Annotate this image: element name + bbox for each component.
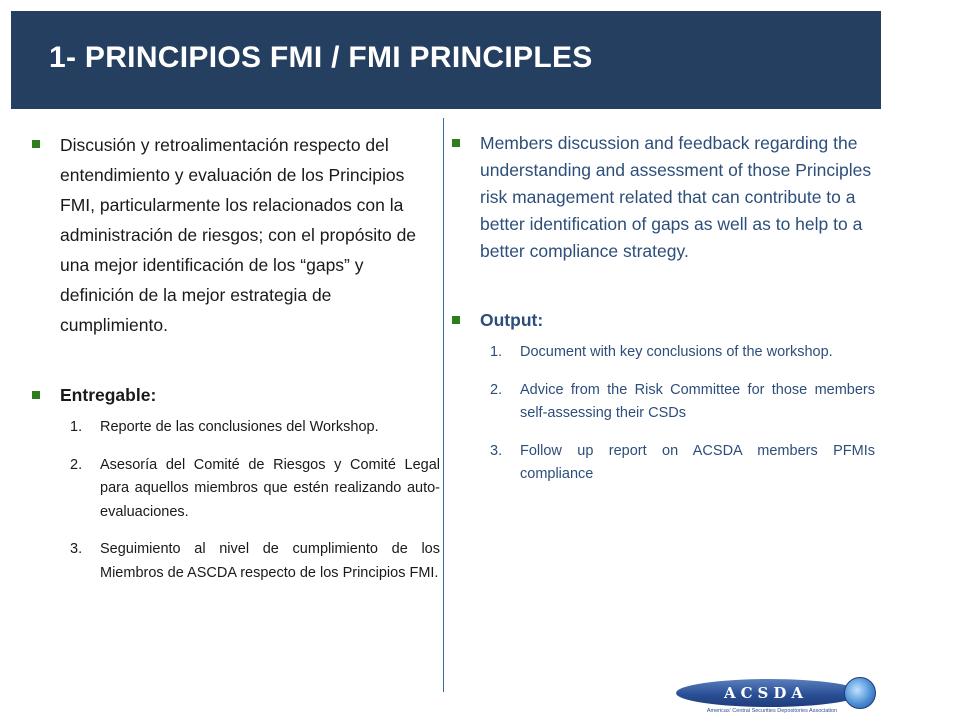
spanish-description-text: Discusión y retroalimentación respecto del entendimiento y evaluación de los Principios FMI, particularmente los relacionados con la administración de riesgos; con el propósito de una mejor identificación de los “gaps” y definición de la mejor estrategia de cumplimiento. [60,135,417,335]
logo-tagline: Americas' Central Securities Depositories Association [706,708,838,714]
acsda-logo [676,675,872,717]
list-number: 2. [70,456,83,473]
list-number: 3. [490,442,503,459]
page-title: 1- PRINCIPIOS FMI / FMI PRINCIPLES [49,41,593,74]
list-number: 1. [490,344,503,360]
spanish-heading-text: Entregable: [60,385,157,405]
column-divider [443,118,444,692]
list-number: 2. [490,381,503,398]
list-item-text: Follow up report on ACSDA members PFMIs compliance [520,442,875,482]
square-bullet-icon [452,316,460,324]
spanish-column [30,130,440,599]
list-item [450,440,875,487]
logo-wordmark: ACSDA [723,684,809,702]
list-number: 3. [70,541,83,557]
list-item [450,341,875,365]
title-bar [11,11,881,109]
list-item-text: Seguimiento al nivel de cumplimiento de los Miembros de ASCDA respecto de los Principios FMI. [100,541,440,581]
list-item [30,538,440,585]
list-item [30,454,440,525]
english-description-text: Members discussion and feedback regarding the understanding and assessment of those Principles risk management related that can contribute to a better identification of gaps as well as to help to a better compliance strategy. [480,133,872,261]
globe-icon [844,677,876,709]
english-output-list [450,341,875,487]
english-heading-text: Output: [480,310,544,330]
square-bullet-icon [32,391,40,399]
list-item-text: Document with key conclusions of the workshop. [520,344,833,360]
list-item-text: Advice from the Risk Committee for those members self-assessing their CSDs [520,381,875,421]
list-item-text: Reporte de las conclusiones del Workshop. [100,419,379,435]
english-output-heading [450,305,875,335]
spanish-description [30,130,440,340]
square-bullet-icon [32,140,40,148]
spanish-deliverable-heading [30,380,440,410]
english-column [450,130,875,501]
english-description [450,130,875,265]
list-number: 1. [70,419,83,435]
square-bullet-icon [452,139,460,147]
spanish-deliverable-list [30,416,440,585]
list-item-text: Asesoría del Comité de Riesgos y Comité Legal para aquellos miembros que estén realizando auto-evaluaciones. [100,456,440,520]
list-item [450,379,875,426]
list-item [30,416,440,440]
